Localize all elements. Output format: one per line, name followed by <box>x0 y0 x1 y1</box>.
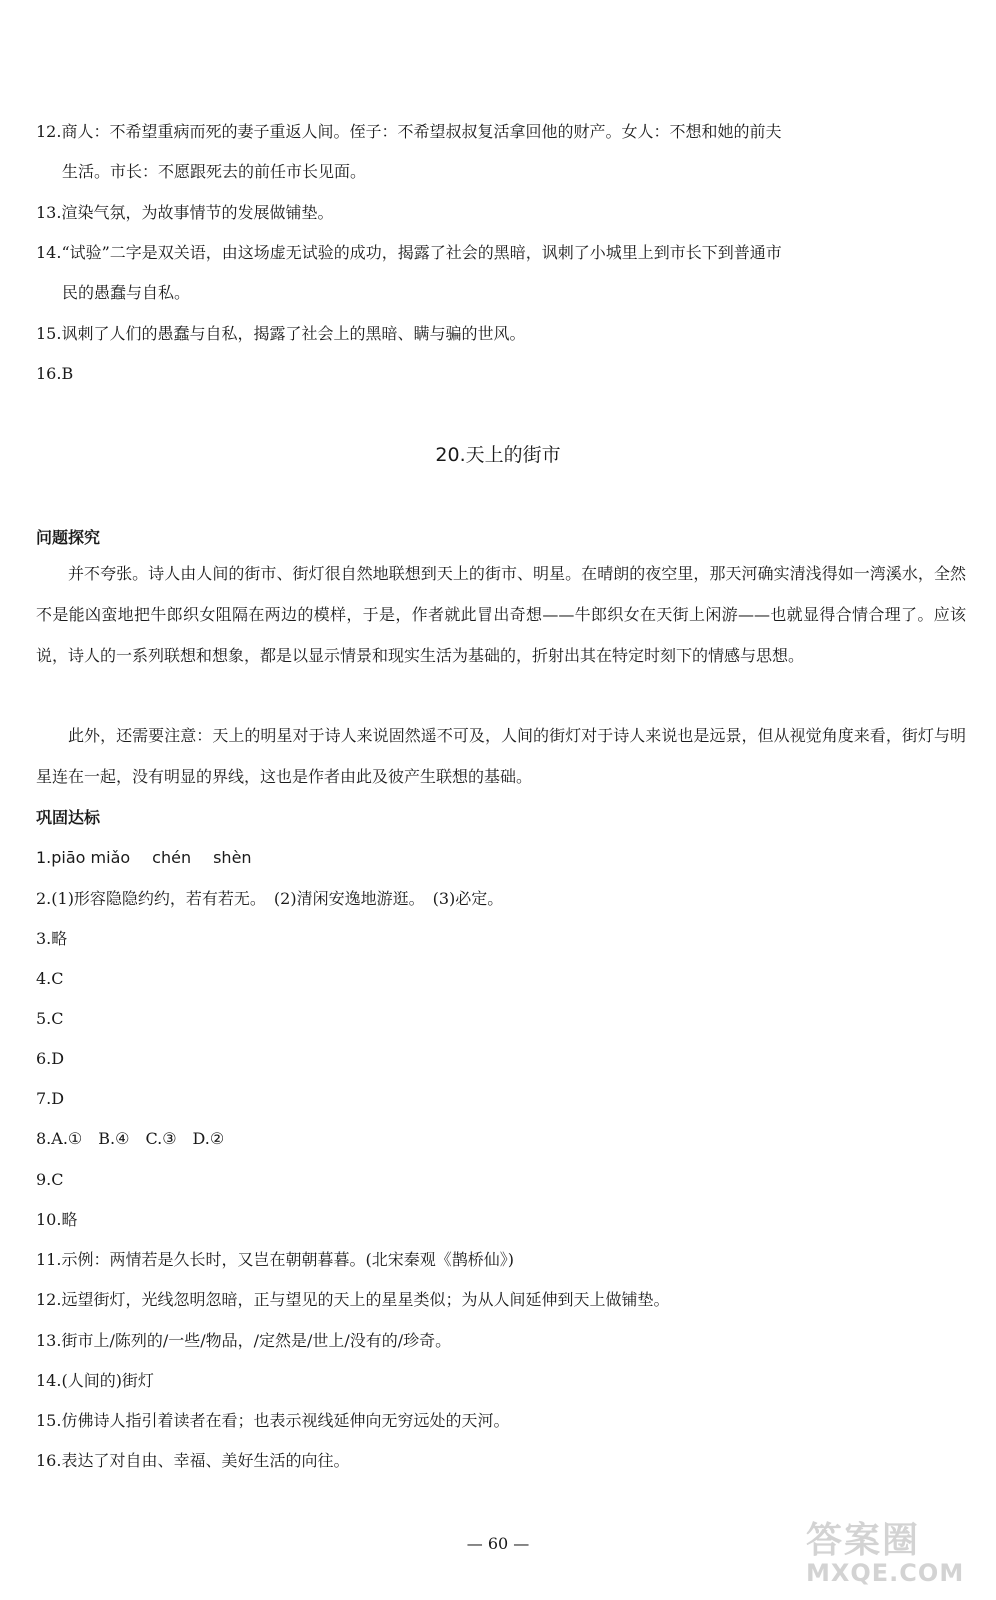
inquiry-paragraph-1: 并不夸张。诗人由人间的街市、街灯很自然地联想到天上的街市、明星。在晴朗的夜空里，那天河确实清浅得如一湾溪水，全然不是能凶蛮地把牛郎织女阻隔在两边的模样，于是，作者就此冒出奇想——牛郎织女在天街上闲游——也就显得合情合理了。应该说，诗人的一系列联想和想象，都是以显示情景和现实生活为基础的，折射出其在特定时刻下的情感与思想。 <box>36 564 966 665</box>
answer-16: 16.B <box>36 364 74 383</box>
page-number: — 60 — <box>466 1534 530 1553</box>
question-7: 7.D <box>36 1089 65 1108</box>
question-14: 14.(人间的)街灯 <box>36 1371 154 1390</box>
answer-14-line-1: 14.“试验”二字是双关语，由这场虚无试验的成功，揭露了社会的黑暗，讽刺了小城里上到市长下到普通市 <box>36 243 782 262</box>
question-1-number: 1. <box>36 848 52 867</box>
watermark-logo <box>806 1512 976 1590</box>
question-8: 8.A.① B.④ C.③ D.② <box>36 1129 225 1148</box>
answer-14-line-2: 民的愚蠢与自私。 <box>62 283 191 302</box>
question-1 <box>36 846 966 870</box>
inquiry-heading: 问题探究 <box>36 528 101 547</box>
question-11: 11.示例：两情若是久长时，又岂在朝朝暮暮。(北宋秦观《鹊桥仙》) <box>36 1250 514 1269</box>
question-16: 16.表达了对自由、幸福、美好生活的向往。 <box>36 1451 350 1470</box>
question-9: 9.C <box>36 1170 64 1189</box>
question-5: 5.C <box>36 1009 64 1028</box>
question-6: 6.D <box>36 1049 65 1068</box>
pinyin-3: shèn <box>213 848 252 867</box>
question-15: 15.仿佛诗人指引着读者在看；也表示视线延伸向无穷远处的天河。 <box>36 1411 510 1430</box>
inquiry-paragraph-2: 此外，还需要注意：天上的明星对于诗人来说固然遥不可及，人间的街灯对于诗人来说也是远景，但从视觉角度来看，街灯与明星连在一起，没有明显的界线，这也是作者由此及彼产生联想的基础。 <box>36 726 966 786</box>
pinyin-1: piāo miǎo <box>51 848 131 867</box>
question-10: 10.略 <box>36 1210 78 1229</box>
question-2: 2.(1)形容隐隐约约，若有若无。 (2)清闲安逸地游逛。 (3)必定。 <box>36 889 504 908</box>
answer-12-line-1: 12.商人：不希望重病而死的妻子重返人间。侄子：不希望叔叔复活拿回他的财产。女人：不想和她的前夫 <box>36 122 782 141</box>
answer-15: 15.讽刺了人们的愚蠢与自私，揭露了社会上的黑暗、瞒与骗的世风。 <box>36 324 526 343</box>
consolidate-heading: 巩固达标 <box>36 808 101 827</box>
pinyin-2: chén <box>152 848 192 867</box>
watermark-cn: 答案圈 <box>806 1520 921 1561</box>
answer-13: 13.渲染气氛，为故事情节的发展做铺垫。 <box>36 203 334 222</box>
question-12: 12.远望街灯，光线忽明忽暗，正与望见的天上的星星类似；为从人间延伸到天上做铺垫。 <box>36 1290 670 1309</box>
question-4: 4.C <box>36 969 64 988</box>
watermark-en: MXQE.COM <box>806 1559 965 1587</box>
answer-12-line-2: 生活。市长：不愿跟死去的前任市长见面。 <box>62 162 367 181</box>
question-3: 3.略 <box>36 929 68 948</box>
section-title: 20.天上的街市 <box>435 444 561 466</box>
question-13: 13.街市上/陈列的/一些/物品，/定然是/世上/没有的/珍奇。 <box>36 1331 452 1350</box>
